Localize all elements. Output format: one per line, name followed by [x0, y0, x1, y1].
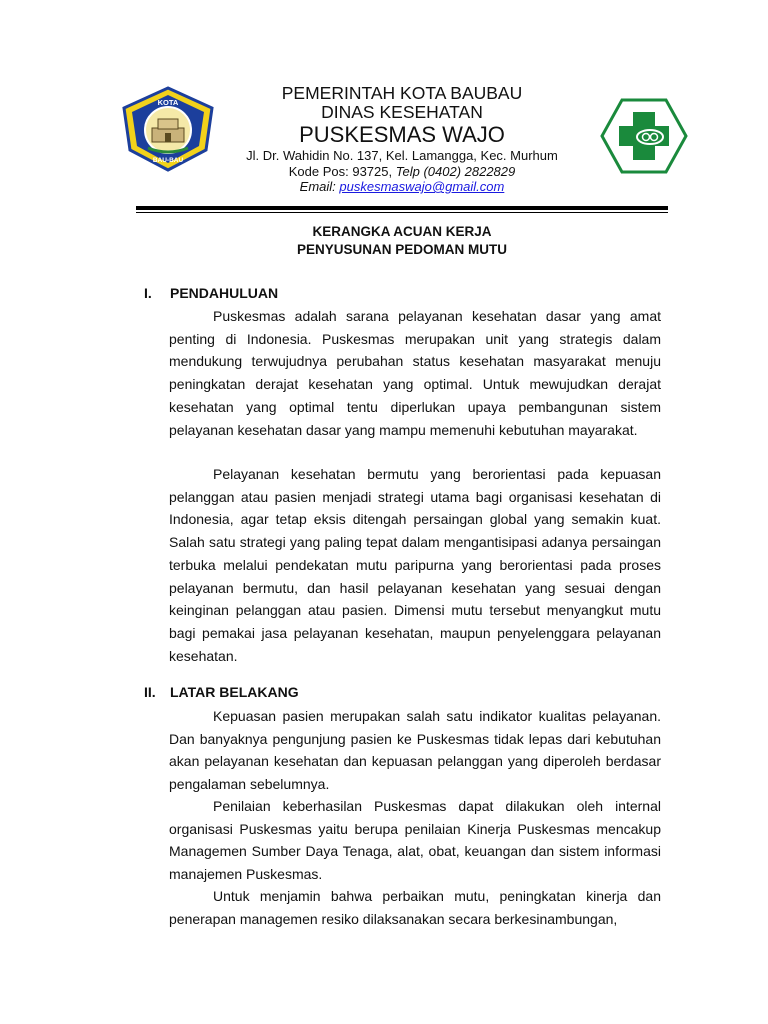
paragraph: Untuk menjamin bahwa perbaikan mutu, peningkatan kinerja dan penerapan managemen resiko dilaksanakan secara berkesinambungan, — [169, 888, 661, 927]
government-name: PEMERINTAH KOTA BAUBAU — [281, 83, 523, 103]
postal-phone-line — [200, 164, 604, 180]
paragraph: Puskesmas adalah sarana pelayanan kesehatan dasar yang amat penting di Indonesia. Puskesmas merupakan unit yang strategis dalam mendukung terwujudnya perubahan status kesehatan masyarakat menuju peningkatan derajat kesehatan yang optimal. Untuk mewujudkan derajat kesehatan yang optimal tentu diperlukan upaya pembangunan sistem pelayanan kesehatan dasar yang mampu memenuhi kebutuhan mayarakat. — [169, 308, 661, 438]
section-heading-pendahuluan — [144, 285, 278, 301]
address: Jl. Dr. Wahidin No. 137, Kel. Lamangga, Kec. Murhum — [246, 148, 558, 163]
institution-name: PUSKESMAS WAJO — [299, 122, 505, 147]
section-title: LATAR BELAKANG — [170, 684, 299, 700]
paragraph: Penilaian keberhasilan Puskesmas dapat dilakukan oleh internal organisasi Puskesmas yaitu berupa penilaian Kinerja Puskesmas mencakup Managemen Sumber Daya Tenaga, alat, obat, keuangan dan sistem informasi manajemen Puskesmas. — [169, 798, 661, 883]
section-number: II. — [144, 684, 156, 700]
phone: Telp (0402) 2822829 — [395, 163, 516, 179]
letterhead — [200, 84, 604, 195]
letterhead-divider-thin — [136, 212, 668, 213]
department-name: DINAS KESEHATAN — [321, 102, 483, 122]
paragraph: Kepuasan pasien merupakan salah satu indikator kualitas pelayanan. Dan banyaknya pengunjung pasien ke Puskesmas tidak lepas dari kebutuhan akan pelayanan kesehatan dan kepuasan pelanggan yang diperoleh berdasar pengalaman sebelumnya. — [169, 708, 661, 793]
paragraph: Pelayanan kesehatan bermutu yang berorientasi pada kepuasan pelanggan atau pasien menjadi strategi utama bagi organisasi kesehatan di Indonesia, agar tetap eksis ditengah persaingan global yang semakin kuat. Salah satu strategi yang paling tepat dalam mengantisipasi adanya persaingan terbuka melalui pendekatan mutu paripurna yang berorientasi pada proses pelayanan bermutu, dan hasil pelayanan kesehatan yang sesuai dengan keinginan pelanggan atau pasien. Dimensi mutu tersebut menyangkut mutu bagi pemakai jasa pelayanan kesehatan, maupun penyelenggara pelayanan kesehatan. — [169, 466, 661, 664]
logo-top-text: KOTA — [157, 98, 179, 107]
email-line — [200, 179, 604, 195]
section-title: PENDAHULUAN — [170, 285, 279, 301]
document-title — [136, 223, 668, 259]
logo-bottom-text: BAU-BAU — [152, 157, 184, 164]
email-link[interactable]: puskesmaswajo@gmail.com — [339, 179, 505, 194]
title-line-1: KERANGKA ACUAN KERJA — [312, 224, 492, 239]
postal-code: Kode Pos: 93725, — [288, 163, 393, 179]
section-heading-latar-belakang — [144, 684, 299, 700]
email-label: Email: — [299, 179, 336, 194]
puskesmas-logo — [600, 98, 688, 174]
title-line-2: PENYUSUNAN PEDOMAN MUTU — [296, 242, 507, 257]
section-number: I. — [144, 285, 152, 301]
letterhead-divider — [136, 206, 668, 210]
